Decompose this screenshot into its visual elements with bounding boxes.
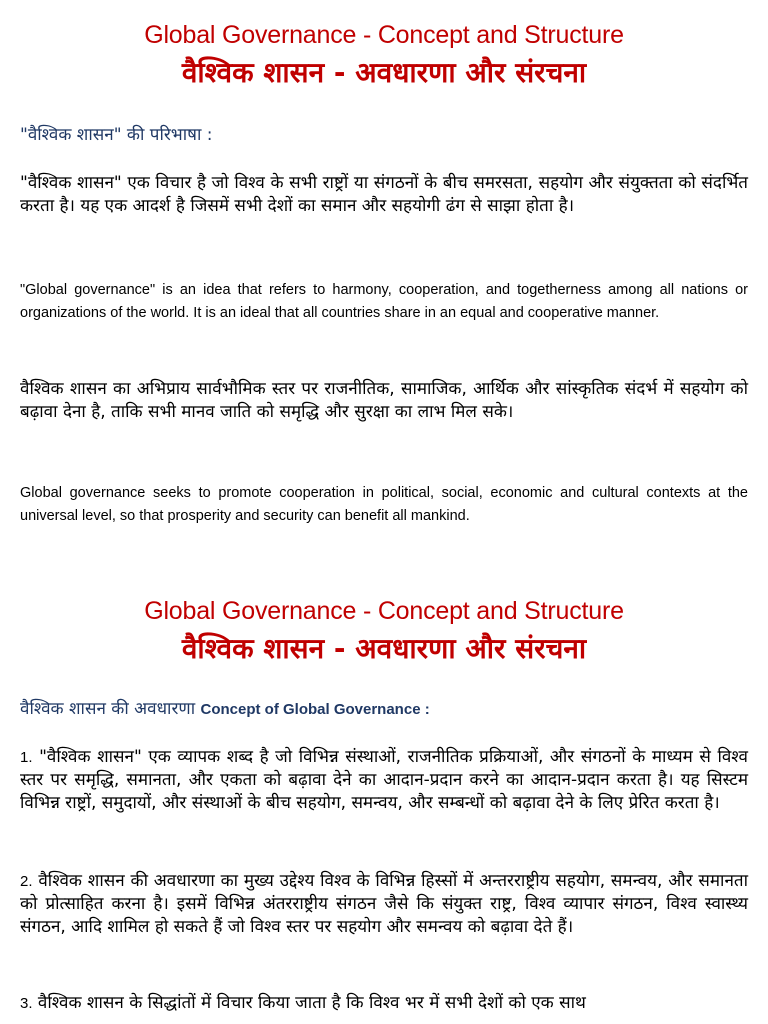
slide-title-english: Global Governance - Concept and Structure (144, 21, 624, 49)
concept-point-2 (20, 870, 748, 939)
slide-2 (0, 568, 768, 1024)
point-text: वैश्विक शासन की अवधारणा का मुख्य उद्देश्य विश्व के विभिन्न हिस्सों में अन्तरराष्ट्रीय सहयोग, समन्वय, और समानता को प्रोत्साहित करना है। इसमें विभिन्न अंतरराष्ट्रीय संगठन जैसे कि संयुक्त राष्ट्र, विश्व व्यापार संगठन, विश्व स्वास्थ्य संगठन, आदि शामिल हो सकते हैं जो विश्व स्तर पर सहयोग और समन्वय को बढ़ावा देते हैं। (20, 871, 748, 937)
point-number: 1. (20, 749, 33, 766)
point-text: वैश्विक शासन के सिद्धांतों में विचार किया जाता है कि विश्व भर में सभी देशों को एक साथ (37, 993, 586, 1013)
concept-heading-english: Concept of Global Governance : (200, 701, 430, 718)
purpose-paragraph-hindi: वैश्विक शासन का अभिप्राय सार्वभौमिक स्तर पर राजनीतिक, सामाजिक, आर्थिक और सांस्कृतिक संदर्भ में सहयोग को बढ़ावा देना है, ताकि सभी मानव जाति को समृद्धि और सुरक्षा का लाभ मिल सके। (20, 379, 748, 422)
point-text: "वैश्विक शासन" एक व्यापक शब्द है जो विभिन्न संस्थाओं, राजनीतिक प्रक्रियाओं, और संगठनों के माध्यम से विश्व स्तर पर समृद्धि, समानता, और एकता को बढ़ावा देने का आदान-प्रदान करने का आदान-प्रदान करता है। यह सिस्टम विभिन्न राष्ट्रों, समुदायों, और संस्थाओं के बीच सहयोग, समन्वय, और सम्बन्धों को बढ़ावा देने के लिए प्रेरित करता है। (20, 747, 748, 813)
definition-paragraph-english: "Global governance" is an idea that refers to harmony, cooperation, and togetherness among all nations or organizations of the world. It is an ideal that all countries share in an equal and cooperative manner. (20, 282, 748, 321)
slide-title-hindi: वैश्विक शासन - अवधारणा और संरचना (181, 56, 587, 89)
slide-title-english: Global Governance - Concept and Structure (144, 597, 624, 625)
concept-point-1 (20, 746, 748, 815)
slide-title-hindi: वैश्विक शासन - अवधारणा और संरचना (181, 632, 587, 665)
point-number: 2. (20, 873, 33, 890)
concept-point-3 (20, 992, 748, 1015)
definition-paragraph-hindi: "वैश्विक शासन" एक विचार है जो विश्व के सभी राष्ट्रों या संगठनों के बीच समरसता, सहयोग और संयुक्तता को संदर्भित करता है। यह एक आदर्श है जिसमें सभी देशों का समान और सहयोगी ढंग से साझा होता है। (20, 173, 748, 216)
concept-heading (20, 698, 430, 721)
purpose-paragraph-english: Global governance seeks to promote cooperation in political, social, economic and cultural contexts at the universal level, so that prosperity and security can benefit all mankind. (20, 485, 748, 524)
definition-heading: "वैश्विक शासन" की परिभाषा : (20, 125, 213, 145)
point-number: 3. (20, 995, 33, 1012)
concept-heading-hindi: वैश्विक शासन की अवधारणा (20, 699, 196, 719)
